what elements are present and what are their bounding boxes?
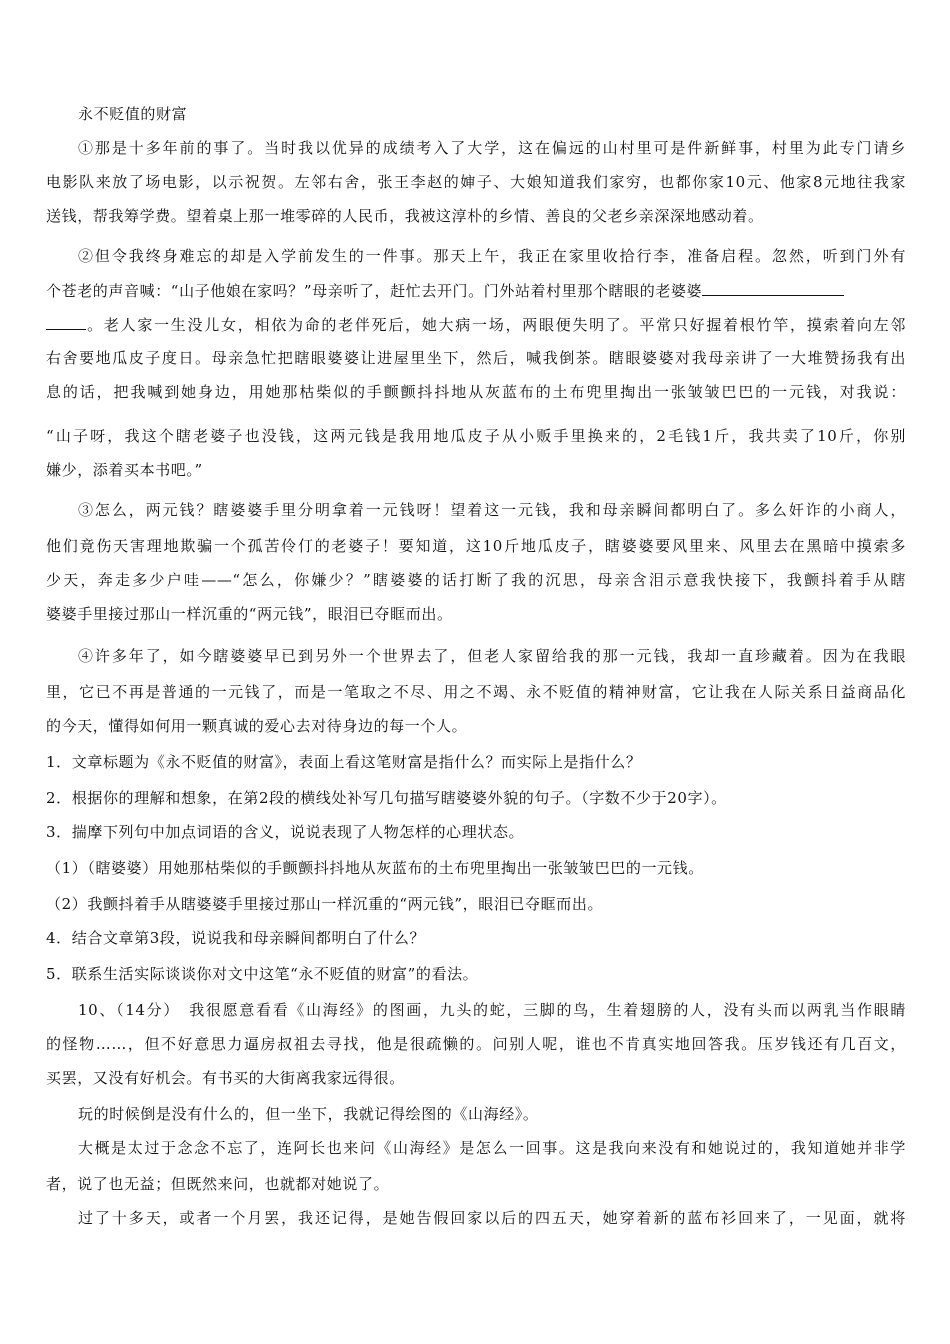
- question-10-line-5: 大概是太过于念念不忘了，连阿长也来问《山海经》是怎么一回事。这是我向来没有和她说过的，我知道她并非学: [78, 1139, 906, 1157]
- paragraph-3-line-3: 少天，奔走多少户哇——“怎么，你嫌少？”瞎婆婆的话打断了我的沉思，母亲含泪示意我快接下，我颤抖着手从瞎: [46, 571, 906, 589]
- fill-in-blank-continued[interactable]: [46, 314, 86, 330]
- paragraph-3-line-4: 婆婆手里接过那山一样沉重的“两元钱”，眼泪已夺眶而出。: [46, 605, 453, 623]
- question-2: 2．根据你的理解和想象，在第2段的横线处补写几句描写瞎婆婆外貌的句子。（字数不少于20字）。: [46, 789, 727, 807]
- question-10-line-1: 10、（14分） 我很愿意看看《山海经》的图画，九头的蛇，三脚的鸟，生着翅膀的人，没有头而以两乳当作眼睛: [78, 1001, 906, 1019]
- question-10-line-7: 过了十多天，或者一个月罢，我还记得，是她告假回家以后的四五天，她穿着新的蓝布衫回来了，一见面，就将: [78, 1209, 906, 1227]
- paragraph-3-line-1: ③怎么，两元钱？瞎婆婆手里分明拿着一元钱呀！望着这一元钱，我和母亲瞬间都明白了。多么奸诈的小商人，: [78, 501, 906, 519]
- paragraph-2-line-5: 息的话，把我喊到她身边，用她那枯柴似的手颤颤抖抖地从灰蓝布的土布兜里掏出一张皱皱巴巴的一元钱，对我说：: [46, 383, 906, 401]
- paragraph-2-line-2-text: 个苍老的声音喊：“山子他娘在家吗？”母亲听了，赶忙去开门。门外站着村里那个瞎眼的老婆婆: [46, 282, 703, 300]
- paragraph-2-line-1: ②但令我终身难忘的却是入学前发生的一件事。那天上午，我正在家里收拾行李，准备启程。忽然，听到门外有: [78, 247, 906, 265]
- question-1: 1．文章标题为《永不贬值的财富》，表面上看这笔财富是指什么？而实际上是指什么？: [46, 753, 642, 771]
- paragraph-1-line-3: 送钱，帮我筹学费。望着桌上那一堆零碎的人民币，我被这淳朴的乡情、善良的父老乡亲深深地感动着。: [46, 207, 764, 225]
- paragraph-4-line-1: ④许多年了，如今瞎婆婆早已到另外一个世界去了，但老人家留给我的那一元钱，我却一直珍藏着。因为在我眼: [78, 647, 906, 665]
- paragraph-2-line-3: [46, 314, 906, 334]
- fill-in-blank[interactable]: [702, 280, 844, 296]
- question-3: 3．揣摩下列句中加点词语的含义，说说表现了人物怎样的心理状态。: [46, 823, 525, 841]
- question-10-line-6: 者，说了也无益；但既然来问，也就都对她说了。: [46, 1175, 390, 1193]
- question-4: 4．结合文章第3段，说说我和母亲瞬间都明白了什么？: [46, 929, 426, 947]
- question-3-item-1: （1）（瞎婆婆）用她那枯柴似的手颤颤抖抖地从灰蓝布的土布兜里掏出一张皱皱巴巴的一元钱。: [46, 859, 704, 877]
- paragraph-3-line-2: 他们竟伤天害理地欺骗一个孤苦伶仃的老婆子！要知道，这10斤地瓜皮子，瞎婆婆要风里来、风里去在黑暗中摸索多: [46, 537, 906, 555]
- paragraph-4-line-2: 里，它已不再是普通的一元钱了，而是一笔取之不尽、用之不竭、永不贬值的精神财富，它让我在人际关系日益商品化: [46, 683, 906, 701]
- article-title: 永不贬值的财富: [78, 105, 188, 123]
- question-10-line-2: 的怪物……，但不好意思力逼房叔祖去寻找，他是很疏懒的。问别人呢，谁也不肯真实地回答我。压岁钱还有几百文，: [46, 1035, 906, 1053]
- paragraph-1-line-2: 电影队来放了场电影，以示祝贺。左邻右舍，张王李赵的婶子、大娘知道我们家穷，也都你家10元、他家8元地往我家: [46, 173, 906, 191]
- paragraph-2-line-2: [46, 280, 906, 300]
- paragraph-2-line-4: 右舍要地瓜皮子度日。母亲急忙把瞎眼婆婆让进屋里坐下，然后，喊我倒茶。瞎眼婆婆对我母亲讲了一大堆赞扬我有出: [46, 349, 906, 367]
- paragraph-2-line-7: 嫌少，添着买本书吧。”: [46, 461, 203, 479]
- question-10-line-4: 玩的时候倒是没有什么的，但一坐下，我就记得绘图的《山海经》。: [78, 1105, 539, 1123]
- paragraph-2-line-6: “山子呀，我这个瞎老婆子也没钱，这两元钱是我用地瓜皮子从小贩手里换来的，2毛钱1斤，我共卖了10斤，你别: [46, 427, 906, 445]
- paragraph-2-line-3-text: 。老人家一生没儿女，相依为命的老伴死后，她大病一场，两眼便失明了。平常只好握着根竹竿，摸索着向左邻: [86, 316, 906, 334]
- paragraph-1-line-1: ①那是十多年前的事了。当时我以优异的成绩考入了大学，这在偏远的山村里可是件新鲜事，村里为此专门请乡: [78, 139, 906, 157]
- question-3-item-2: （2）我颤抖着手从瞎婆婆手里接过那山一样沉重的“两元钱”，眼泪已夺眶而出。: [46, 895, 604, 913]
- paragraph-4-line-3: 的今天，懂得如何用一颗真诚的爱心去对待身边的每一个人。: [46, 717, 468, 735]
- question-10-line-3: 买罢，又没有好机会。有书买的大街离我家远得很。: [46, 1069, 405, 1087]
- question-5: 5．联系生活实际谈谈你对文中这笔“永不贬值的财富”的看法。: [46, 965, 479, 983]
